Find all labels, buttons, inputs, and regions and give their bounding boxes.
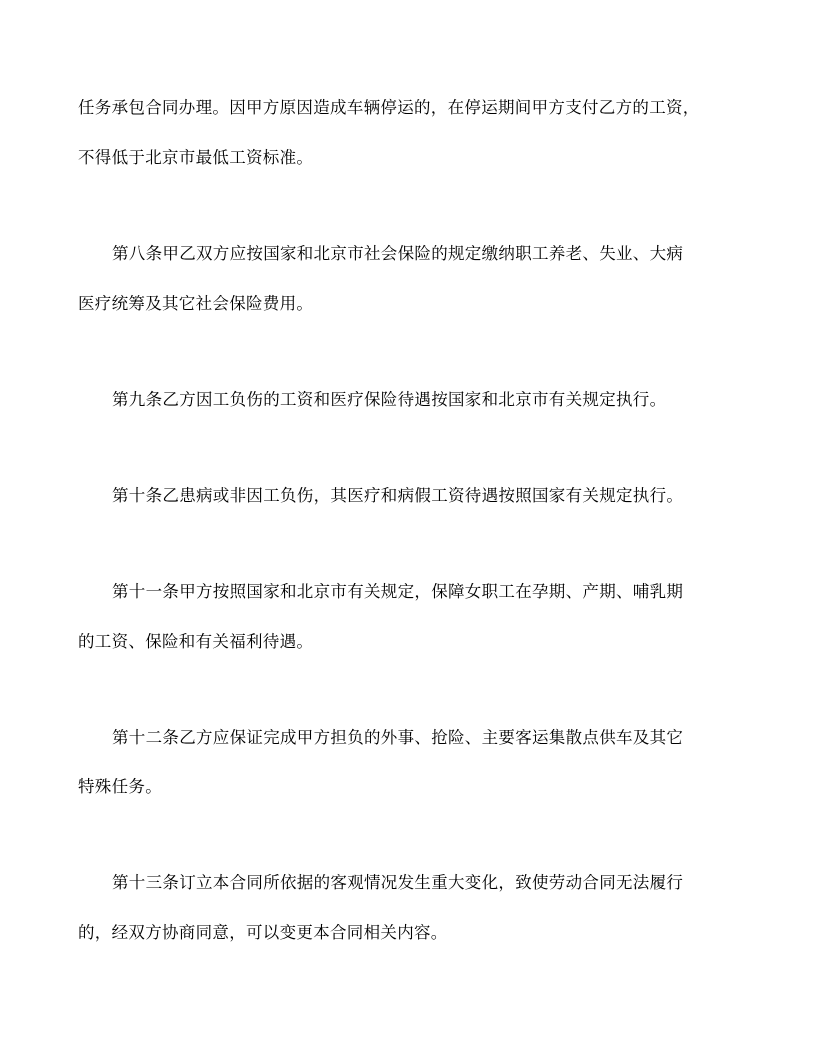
article-8-line: 医疗统筹及其它社会保险费用。 xyxy=(78,294,314,313)
article-12-line: 特殊任务。 xyxy=(78,777,162,796)
article-12-line: 第十二条乙方应保证完成甲方担负的外事、抢险、主要客运集散点供车及其它 xyxy=(112,728,684,747)
article-8-line: 第八条甲乙双方应按国家和北京市社会保险的规定缴纳职工养老、失业、大病 xyxy=(112,244,684,263)
paragraph-line: 不得低于北京市最低工资标准。 xyxy=(78,148,314,167)
article-9-line: 第九条乙方因工负伤的工资和医疗保险待遇按国家和北京市有关规定执行。 xyxy=(112,390,667,409)
article-10-line: 第十条乙患病或非因工负伤，其医疗和病假工资待遇按照国家有关规定执行。 xyxy=(112,486,684,505)
article-11-line: 第十一条甲方按照国家和北京市有关规定，保障女职工在孕期、产期、哺乳期 xyxy=(112,582,684,601)
article-13-line: 的，经双方协商同意，可以变更本合同相关内容。 xyxy=(78,923,448,942)
paragraph-line: 任务承包合同办理。因甲方原因造成车辆停运的，在停运期间甲方支付乙方的工资， xyxy=(78,98,700,117)
article-13-line: 第十三条订立本合同所依据的客观情况发生重大变化，致使劳动合同无法履行 xyxy=(112,873,684,892)
article-11-line: 的工资、保险和有关福利待遇。 xyxy=(78,632,314,651)
